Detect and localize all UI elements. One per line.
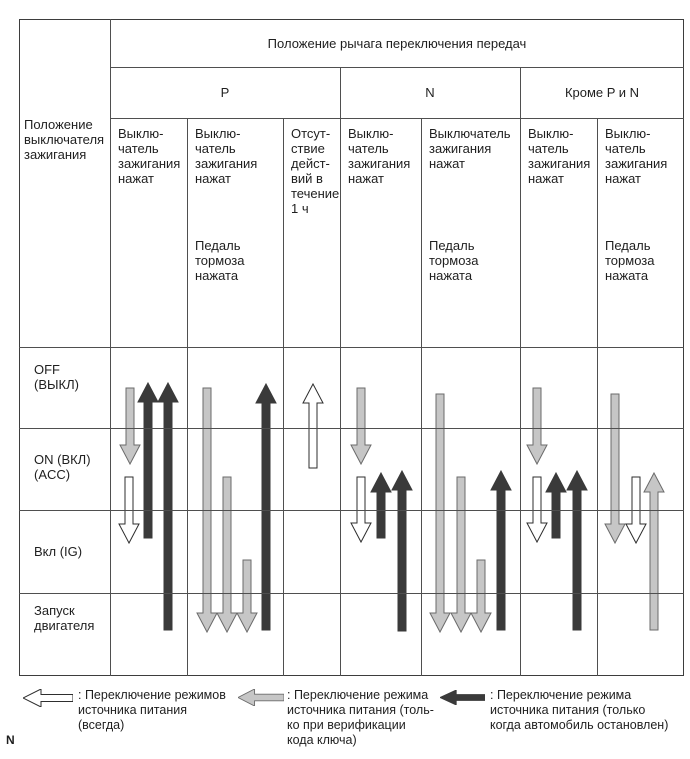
col-header-6-sub: Педаль тормоза нажата (605, 238, 655, 283)
legend-item-key-verification: : Переключение режима источника питания (толь- ко при верификации кода ключа) (287, 688, 434, 747)
transition-arrow-black-up (491, 471, 511, 630)
transition-arrow-gray-down (120, 388, 140, 464)
grid-line (19, 428, 684, 429)
legend-item-vehicle-stopped: : Переключение режима источника питания (только когда автомобиль остановлен) (490, 688, 669, 732)
legend-item-always: : Переключение режимов источника питания (всегда) (78, 688, 226, 732)
col-header-6: Выклю- чатель зажигания нажат (605, 126, 668, 186)
transition-arrow-gray-up (644, 473, 664, 630)
grid-line (19, 593, 684, 594)
grid-line (520, 67, 521, 676)
transition-arrow-black-up (392, 471, 412, 631)
transition-arrow-black-up (138, 383, 158, 538)
transition-arrow-gray-down (471, 560, 491, 632)
transition-arrow-black-up (546, 473, 566, 538)
transition-arrow-gray-down (430, 394, 450, 632)
row-label-on-acc: ON (ВКЛ) (ACC) (34, 452, 91, 482)
transition-arrow-gray-down (527, 388, 547, 464)
col-header-4-sub: Педаль тормоза нажата (429, 238, 479, 283)
col-header-4: Выключатель зажигания нажат (429, 126, 511, 171)
footnote-n: N (6, 733, 15, 747)
group-header-n: N (425, 85, 435, 100)
col-header-1: Выклю- чатель зажигания нажат (195, 126, 258, 186)
row-label-off: OFF (ВЫКЛ) (34, 362, 79, 392)
header-gear-lever-position: Положение рычага переключения передач (267, 35, 527, 51)
grid-line (19, 347, 684, 348)
row-label-ig: Вкл (IG) (34, 544, 83, 559)
grid-line (19, 510, 684, 511)
grid-line (110, 118, 684, 119)
transition-arrow-white-up (303, 384, 323, 468)
legend-white-arrow-icon (23, 689, 73, 707)
col-header-0: Выклю- чатель зажигания нажат (118, 126, 181, 186)
transition-arrow-black-up (567, 471, 587, 630)
legend-gray-arrow-icon (238, 689, 284, 706)
group-header-p: P (220, 85, 230, 100)
transition-arrow-black-up (371, 473, 391, 538)
row-label-engine-start: Запуск двигателя (34, 603, 95, 633)
transition-arrow-gray-down (237, 560, 257, 632)
group-header-except-p-n: Кроме P и N (564, 85, 640, 100)
transition-arrow-gray-down (351, 388, 371, 464)
transition-arrow-gray-down (217, 477, 237, 632)
grid-line (340, 67, 341, 676)
col-header-1-sub: Педаль тормоза нажата (195, 238, 245, 283)
header-ignition-switch-position: Положение выключателя зажигания (24, 117, 105, 162)
legend-black-arrow-icon (440, 690, 485, 705)
transition-arrow-gray-down (451, 477, 471, 632)
col-header-3: Выклю- чатель зажигания нажат (348, 126, 411, 186)
col-header-2: Отсут- ствие дейст- вий в течение 1 ч (291, 126, 340, 216)
col-header-5: Выклю- чатель зажигания нажат (528, 126, 591, 186)
transition-arrow-gray-down (605, 394, 625, 543)
